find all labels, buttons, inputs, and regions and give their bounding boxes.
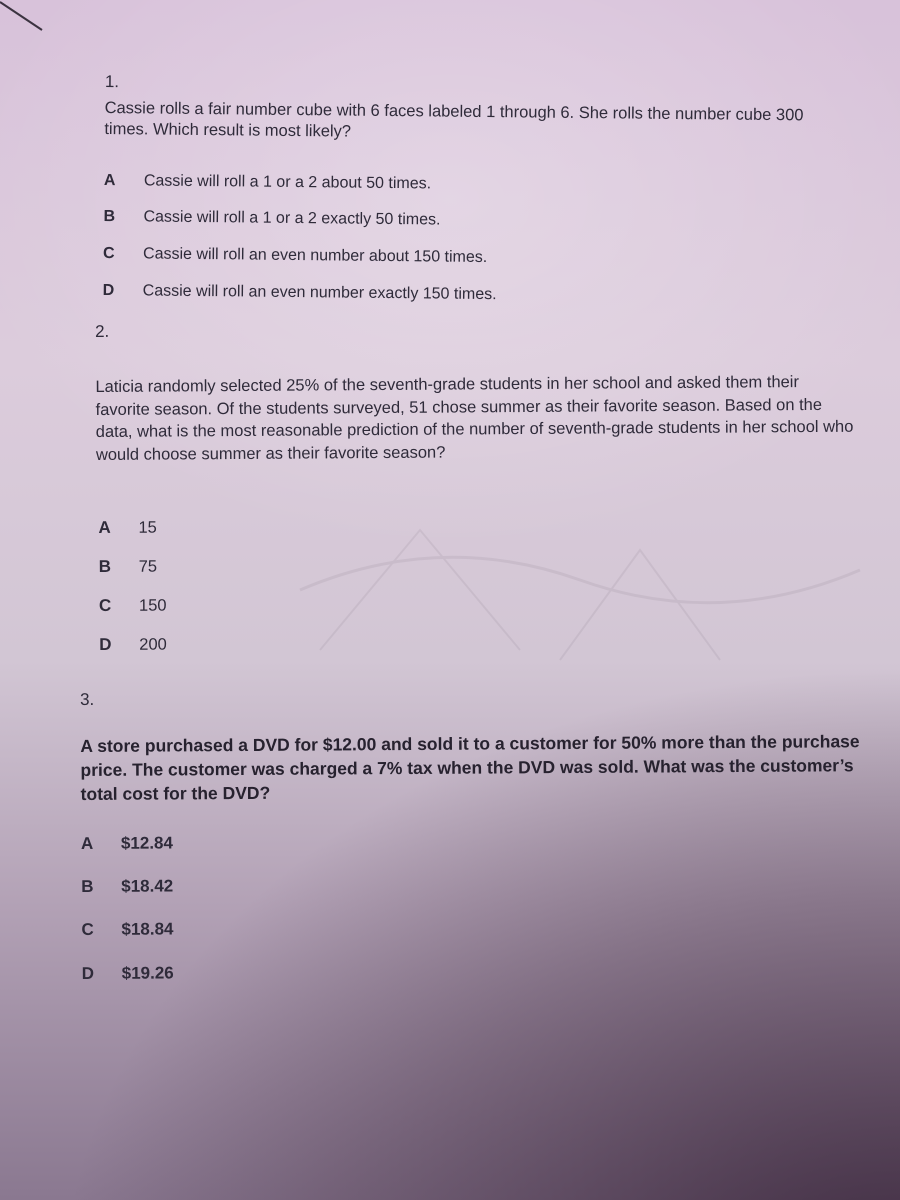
choice-text: 75 bbox=[138, 557, 158, 576]
answer-choice-d[interactable] bbox=[103, 282, 497, 304]
question-1 bbox=[102, 72, 825, 304]
choice-text: Cassie will roll an even number exactly 150 times. bbox=[142, 282, 497, 304]
choice-letter: A bbox=[103, 171, 116, 190]
question-stem: A store purchased a DVD for $12.00 and sold it to a customer for 50% more than the purchase price. The customer was charged a 7% tax when the DVD was sold. What was the customer’s total cost for the DVD? bbox=[80, 731, 860, 804]
question-number: 3. bbox=[80, 689, 95, 709]
answer-choice-d[interactable] bbox=[82, 963, 174, 984]
choice-letter: C bbox=[81, 919, 94, 939]
pen-stroke-mark bbox=[0, 0, 60, 40]
choice-text: 150 bbox=[138, 596, 167, 615]
answer-choice-a[interactable] bbox=[104, 172, 431, 193]
question-stem: Laticia randomly selected 25% of the seventh-grade students in her school and asked them their favorite season. Of the students surveyed, 51 chose summer as their favorite season. Based on the data, what is the most reasonable prediction of the number of seventh-grade students in her school who would choose summer as their favorite season? bbox=[95, 373, 854, 464]
question-2 bbox=[95, 317, 856, 654]
choice-letter: D bbox=[99, 634, 112, 654]
choice-text: $19.26 bbox=[121, 963, 174, 983]
choice-text: $18.42 bbox=[121, 876, 174, 896]
answer-choice-d[interactable] bbox=[99, 635, 167, 655]
answer-choice-c[interactable] bbox=[81, 919, 173, 940]
choice-letter: D bbox=[81, 963, 95, 983]
choice-letter: B bbox=[98, 556, 112, 576]
choice-text: 200 bbox=[139, 635, 167, 654]
choice-letter: D bbox=[102, 281, 115, 300]
choice-text: $12.84 bbox=[120, 833, 173, 853]
answer-choice-c[interactable] bbox=[103, 245, 487, 267]
question-number: 1. bbox=[104, 72, 120, 92]
choice-text: Cassie will roll a 1 or a 2 about 50 times. bbox=[143, 172, 432, 193]
choice-text: Cassie will roll a 1 or a 2 exactly 50 times. bbox=[143, 208, 441, 229]
answer-choice-a[interactable] bbox=[98, 518, 156, 538]
answer-choice-b[interactable] bbox=[99, 557, 157, 577]
choice-text: 15 bbox=[138, 518, 157, 537]
answer-choice-b[interactable] bbox=[81, 876, 173, 897]
question-stem: Cassie rolls a fair number cube with 6 faces labeled 1 through 6. She rolls the number cube 300 times. Which result is most likely? bbox=[104, 98, 804, 141]
choice-letter: C bbox=[103, 244, 115, 263]
choice-letter: B bbox=[81, 876, 94, 896]
choice-letter: C bbox=[98, 595, 112, 615]
answer-choice-b[interactable] bbox=[103, 208, 440, 230]
question-number: 2. bbox=[95, 321, 110, 341]
choice-letter: B bbox=[103, 207, 116, 226]
answer-choice-a[interactable] bbox=[81, 833, 173, 854]
choice-letter: A bbox=[80, 833, 94, 853]
choice-text: $18.84 bbox=[121, 919, 174, 939]
question-3 bbox=[80, 685, 871, 983]
choice-letter: A bbox=[98, 517, 111, 537]
answer-choice-c[interactable] bbox=[99, 596, 167, 616]
choice-text: Cassie will roll an even number about 150 times. bbox=[143, 245, 488, 267]
